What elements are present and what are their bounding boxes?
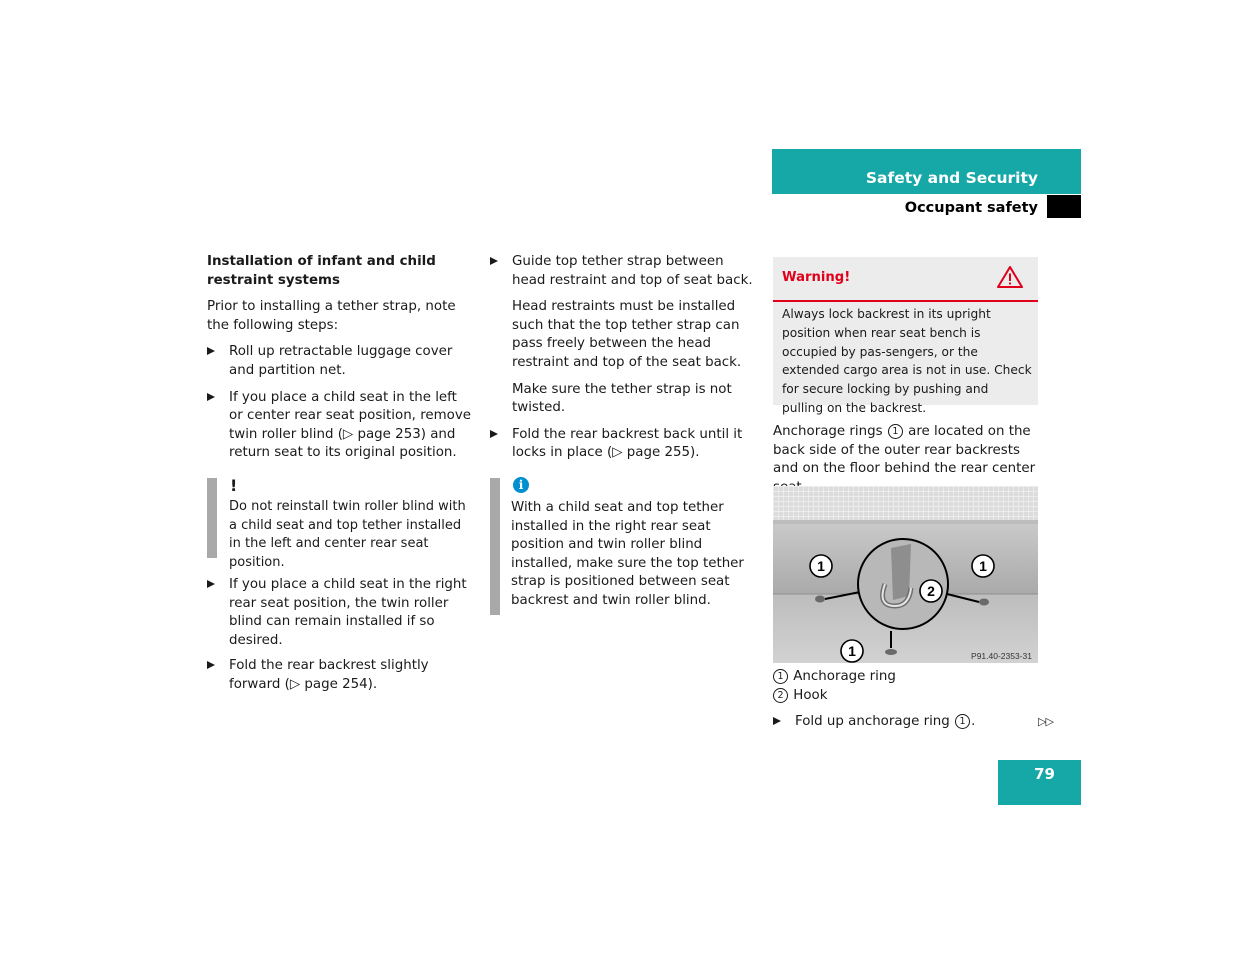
anchorage-text-a: Anchorage rings [773, 424, 883, 439]
column-1-lower [207, 576, 472, 695]
anchorage-text-b: are located on the back side of the outer rear backrests and on the floor behind the rear center [773, 424, 1036, 477]
marker-1: 1 [888, 424, 903, 439]
warning-title: Warning! [782, 270, 851, 285]
figure-marker-1 [841, 640, 863, 662]
step-item [207, 576, 472, 650]
section-heading: Installation of infant and child restraint systems [207, 254, 436, 288]
legend-text: Hook [793, 687, 828, 703]
step-text: Guide top tether strap between head restraint and top of seat back. [512, 254, 753, 288]
step-item [207, 389, 472, 463]
continue-arrow-icon: ▷▷ [1038, 715, 1053, 728]
step-end: . [971, 714, 976, 729]
step-text: If you place a child seat in the right rear seat position, the twin roller blind can remain installed if so desired. [229, 577, 467, 648]
column-2 [490, 253, 755, 463]
step-item [490, 253, 755, 290]
bullet-arrow-icon [207, 347, 215, 355]
svg-text:1: 1 [848, 643, 856, 659]
figure-marker-1 [972, 555, 994, 577]
svg-text:1: 1 [817, 558, 825, 574]
step-item [490, 426, 755, 463]
step-item [207, 343, 472, 380]
legend-marker-1: 1 [773, 669, 788, 684]
warning-triangle-icon [996, 265, 1024, 289]
note-bar [207, 478, 217, 558]
figure-marker-2 [920, 580, 942, 602]
step-text: If you place a child seat in the left or center rear seat position, remove twin roller blind (▷ page 253) and return seat to its original position. [229, 389, 472, 461]
bullet-arrow-icon [207, 661, 215, 669]
note-bar [490, 478, 500, 615]
anchorage-figure [773, 486, 1038, 663]
caution-note: Do not reinstall twin roller blind with a child seat and top tether installed in the left and center rear seat position. [229, 499, 466, 570]
body-text: Make sure the tether strap is not twisted. [512, 381, 732, 416]
svg-text:1: 1 [979, 558, 987, 574]
step-item [207, 657, 472, 694]
legend-marker-2: 2 [773, 688, 788, 703]
step-item [773, 713, 1023, 732]
bullet-arrow-icon [490, 257, 498, 265]
step-text: Roll up retractable luggage cover and partition net. [229, 344, 453, 378]
warning-text: Always lock backrest in its upright position when rear seat bench is occupied by pas-sengers, or the extended cargo area is not in use. Check for secure locking by pushing and pulling on the backrest. [782, 307, 1032, 415]
figure-marker-1 [810, 555, 832, 577]
page-number: 79 [1034, 765, 1055, 783]
legend-text: Anchorage ring [793, 669, 896, 684]
step-text: Fold the rear backrest slightly forward (▷ page 254). [229, 658, 429, 692]
figure-code: P91.40-2353-31 [971, 651, 1032, 661]
column-3-step [773, 713, 1023, 732]
step-text: Fold up anchorage ring [795, 714, 950, 729]
step-text: Fold the rear backrest back until it locks in place (▷ page 255). [512, 426, 743, 461]
svg-text:2: 2 [927, 583, 935, 599]
column-1 [207, 253, 472, 463]
figure-legend [773, 668, 1043, 705]
marker-1: 1 [955, 714, 970, 729]
intro-text: Prior to installing a tether strap, note the following steps: [207, 299, 456, 333]
legend-item [773, 687, 1043, 706]
header-marker [1047, 195, 1081, 218]
caution-icon: ! [230, 476, 238, 495]
legend-item [773, 668, 1043, 687]
subsection-title: Occupant safety [904, 200, 1038, 216]
bullet-arrow-icon [207, 393, 215, 401]
info-note: With a child seat and top tether installed in the right rear seat position and twin roller blind installed, make sure the top tether strap is positioned between seat backrest and twin roller blind. [511, 500, 744, 608]
bullet-arrow-icon [490, 430, 498, 438]
bullet-arrow-icon [773, 717, 781, 725]
bullet-arrow-icon [207, 580, 215, 588]
info-icon: i [513, 477, 529, 493]
body-text: Head restraints must be installed such that the top tether strap can pass freely between the head restraint and top of the seat back. [512, 299, 742, 370]
section-title: Safety and Security [865, 169, 1038, 187]
